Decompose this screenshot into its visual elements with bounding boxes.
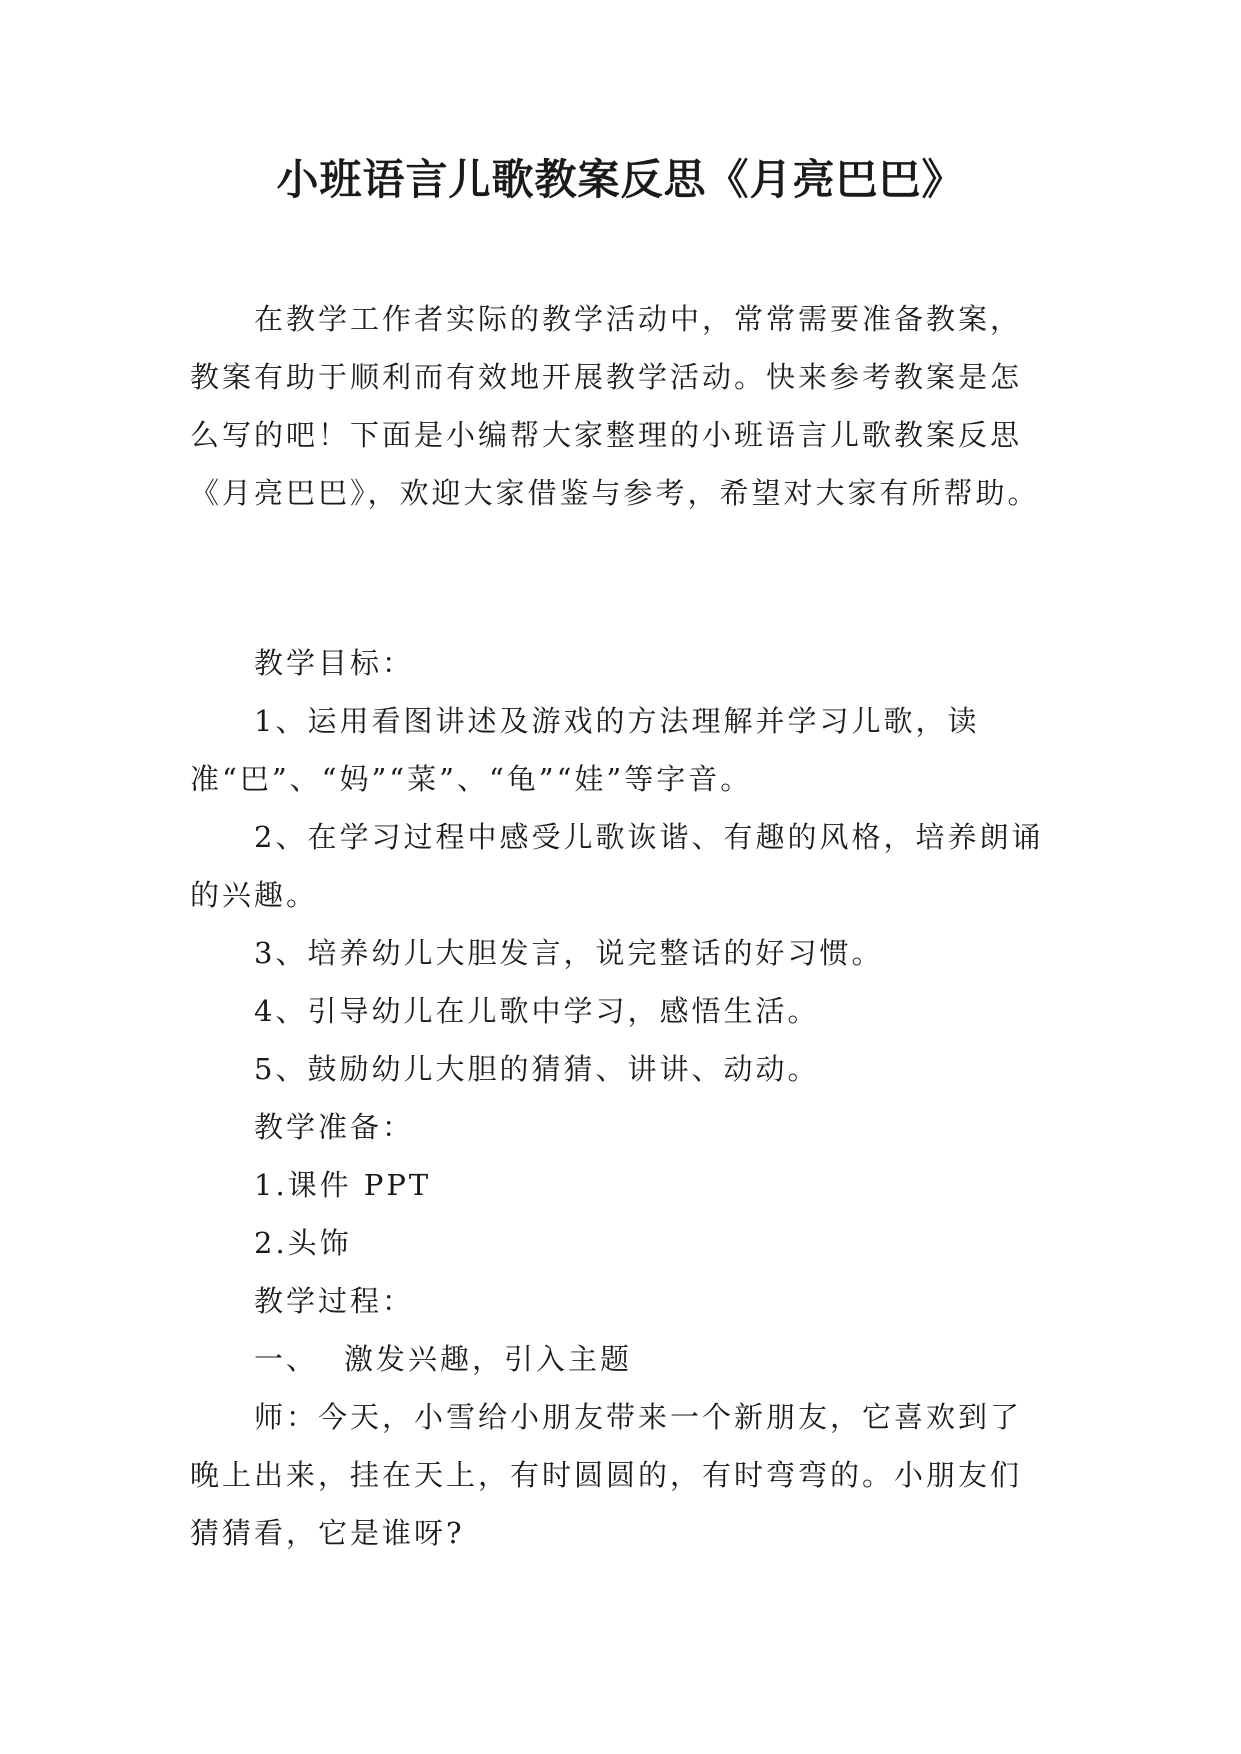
process-step-title: 激发兴趣，引入主题	[344, 1342, 633, 1376]
process-heading: 教学过程：	[254, 1284, 415, 1318]
intro-section	[190, 290, 1052, 522]
prep-heading: 教学准备：	[254, 1110, 415, 1144]
content-section	[190, 634, 1052, 1562]
teacher-line: 师：今天，小雪给小朋友带来一个新朋友，它喜欢到了晚上出来，挂在天上，有时圆圆的，有时弯弯的。小朋友们猜猜看，它是谁呀?	[190, 1400, 1023, 1550]
prep-item-1: 1.课件 PPT	[254, 1168, 432, 1202]
goal-item-1: 1、运用看图讲述及游戏的方法理解并学习儿歌，读准“巴”、“妈”“菜”、“龟”“娃”等字音。	[190, 704, 980, 796]
document-title: 小班语言儿歌教案反思《月亮巴巴》	[276, 155, 965, 204]
goal-item-2: 2、在学习过程中感受儿歌诙谐、有趣的风格，培养朗诵的兴趣。	[190, 820, 1044, 912]
process-step-number: 一、	[254, 1342, 319, 1376]
goal-item-5: 5、鼓励幼儿大胆的猜猜、讲讲、动动。	[254, 1052, 820, 1086]
goal-item-4: 4、引导幼儿在儿歌中学习，感悟生活。	[254, 994, 820, 1028]
prep-item-2: 2.头饰	[254, 1226, 352, 1260]
process-step-1	[190, 1330, 1052, 1388]
goal-item-3: 3、培养幼儿大胆发言，说完整话的好习惯。	[254, 936, 884, 970]
intro-paragraph: 在教学工作者实际的教学活动中，常常需要准备教案，教案有助于顺利而有效地开展教学活动。快来参考教案是怎么写的吧！下面是小编帮大家整理的小班语言儿歌教案反思《月亮巴巴》，欢迎大家借鉴与参考，希望对大家有所帮助。	[190, 302, 1040, 510]
goals-heading: 教学目标：	[254, 646, 415, 680]
